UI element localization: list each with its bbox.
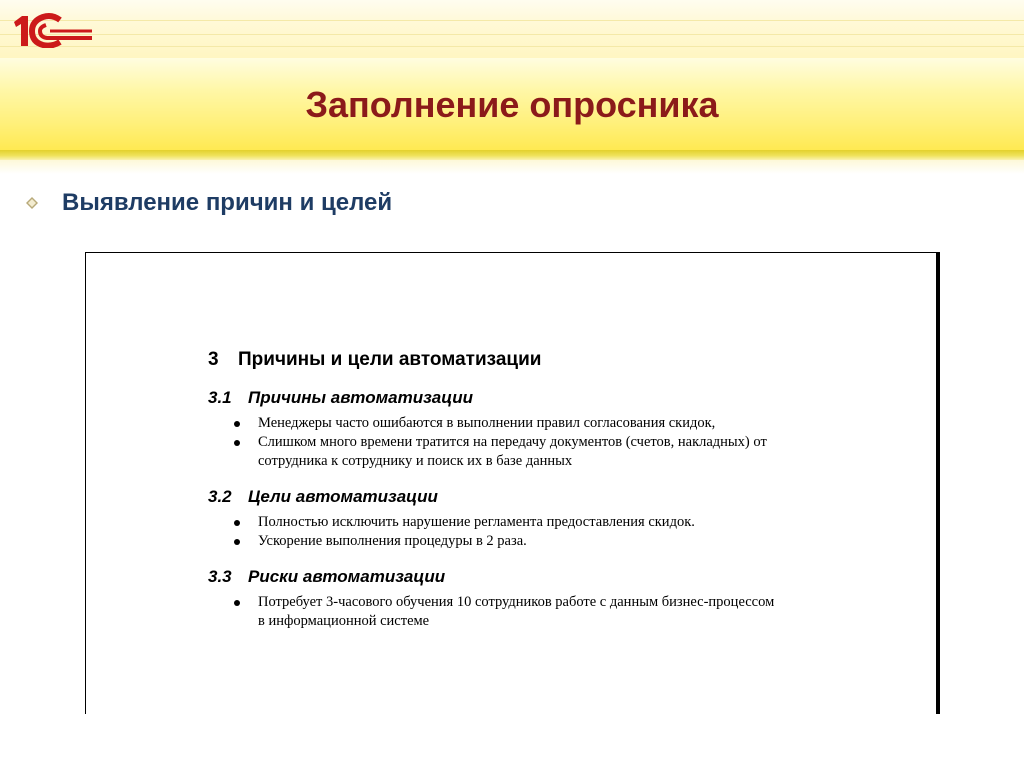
section-number: 3 [208,349,219,370]
subsection-heading [208,388,898,408]
bullet-dot-icon [234,600,240,606]
subsection-heading [208,567,898,587]
list-item: Ускорение выполнения процедуры в 2 раза. [208,532,898,551]
diamond-bullet-icon [26,197,38,209]
list-item: Менеджеры часто ошибаются в выполнении правил согласования скидок, [208,414,898,433]
list-item: Слишком много времени тратится на передачу документов (счетов, накладных) от сотрудника к сотруднику и поиск их в базе данных [208,433,898,471]
reasons-list [208,414,898,471]
subsection-number: 3.1 [208,388,232,407]
section-title: Причины и цели автоматизации [238,349,542,370]
subsection-heading [208,487,898,507]
bullet-dot-icon [234,539,240,545]
subsection-title: Причины автоматизации [248,388,473,407]
section-heading [208,349,898,371]
bullet-dot-icon [234,440,240,446]
subsection-number: 3.3 [208,567,232,586]
page-title: Заполнение опросника [305,84,719,125]
title-band-edge [0,150,1024,160]
document-body [208,349,898,631]
document-preview [85,252,937,723]
subsection-number: 3.2 [208,487,232,506]
subsection-title: Риски автоматизации [248,567,446,586]
list-item: Потребует 3-часового обучения 10 сотрудников работе с данным бизнес-процессом в информационной системе [208,593,898,631]
1c-logo-icon [10,12,94,48]
bullet-dot-icon [234,520,240,526]
subsection-title: Цели автоматизации [248,487,438,506]
risks-list [208,593,898,631]
bullet-dot-icon [234,421,240,427]
goals-list [208,513,898,551]
top-strip [0,0,1024,58]
list-item: Полностью исключить нарушение регламента предоставления скидок. [208,513,898,532]
slide-bullet [26,186,392,220]
slide-bullet-text: Выявление причин и целей [62,189,393,216]
